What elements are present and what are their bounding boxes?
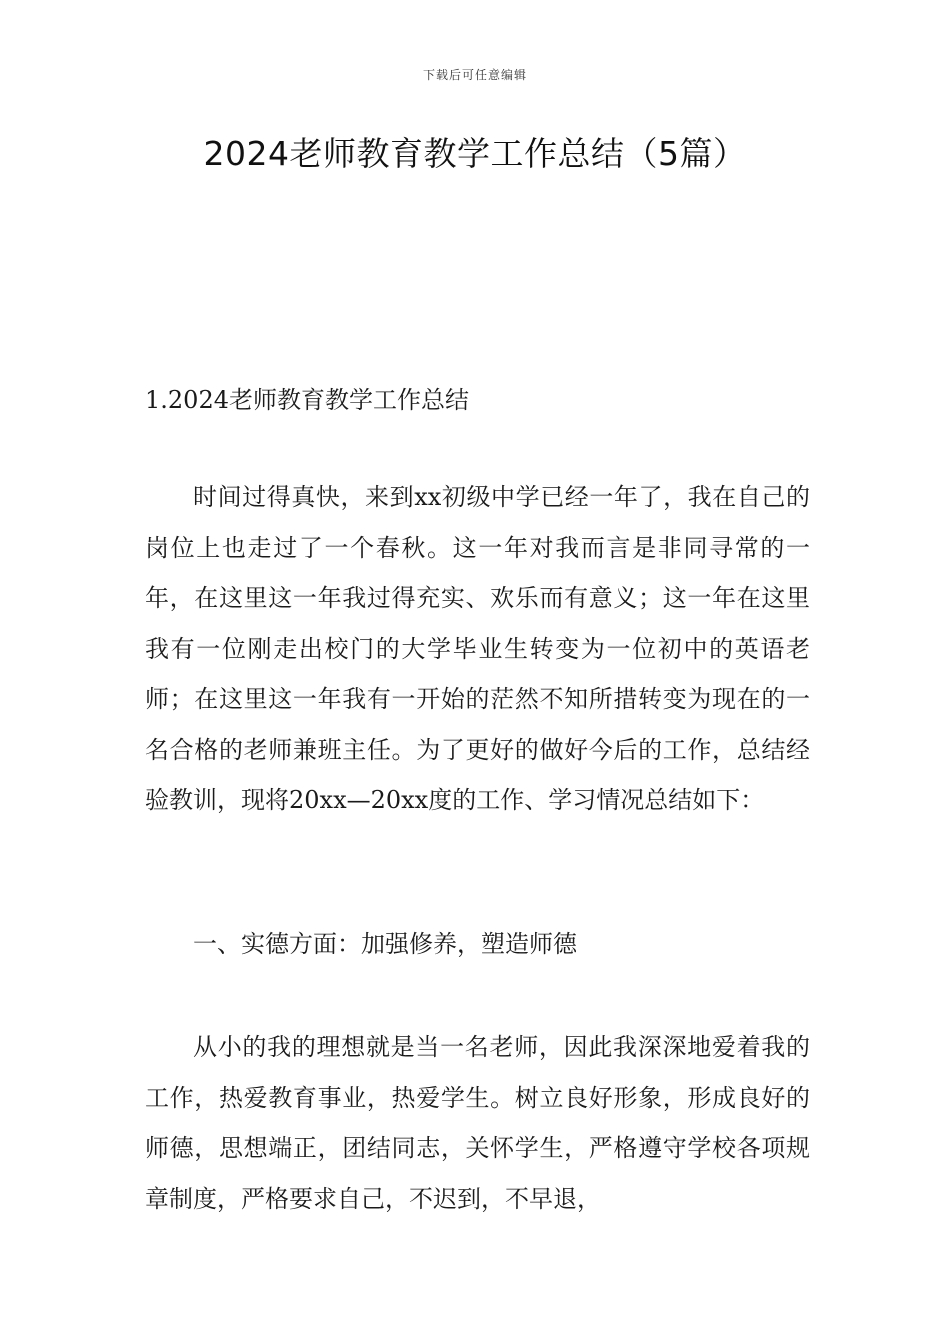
header-note: 下载后可任意编辑 <box>422 68 527 82</box>
document-title: 2024老师教育教学工作总结（5篇） <box>203 134 747 173</box>
paragraph-intro: 时间过得真快，来到xx初级中学已经一年了，我在自己的岗位上也走过了一个春秋。这一年对我而言是非同寻常的一年，在这里这一年我过得充实、欢乐而有意义；这一年在这里我有一位刚走出校门的大学毕业生转变为一位初中的英语老师；在这里这一年我有一开始的茫然不知所措转变为现在的一名合格的老师兼班主任。为了更好的做好今后的工作，总结经验教训，现将20xx—20xx度的工作、学习情况总结如下： <box>145 483 810 814</box>
sub-heading-ethics: 一、实德方面：加强修养，塑造师德 <box>193 930 577 958</box>
paragraph-ethics: 从小的我的理想就是当一名老师，因此我深深地爱着我的工作，热爱教育事业，热爱学生。树立良好形象，形成良好的师德，思想端正，团结同志，关怀学生，严格遵守学校各项规章制度，严格要求自己，不迟到，不早退， <box>145 1033 810 1213</box>
section-heading: 1.2024老师教育教学工作总结 <box>145 386 469 414</box>
